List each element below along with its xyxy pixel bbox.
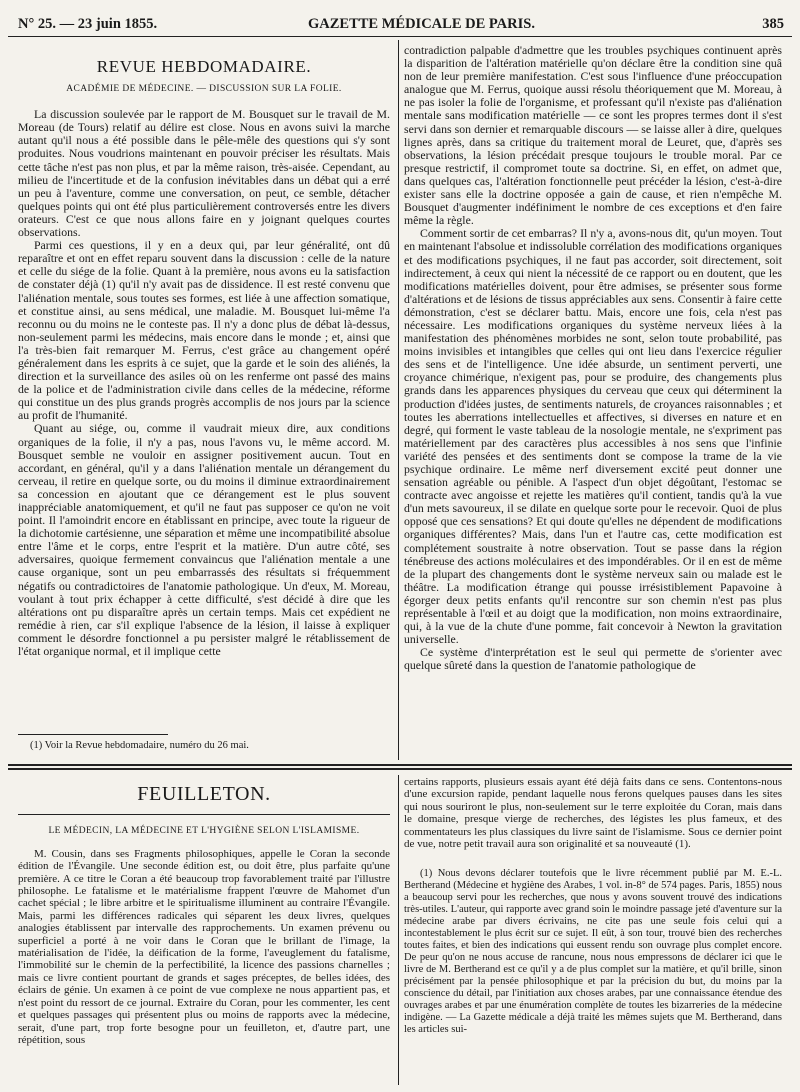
column-divider-bottom (398, 775, 399, 1085)
feuilleton-separator-2 (8, 768, 792, 770)
revue-paragraph-2: Parmi ces questions, il y en a deux qui, par leur généralité, ont dû reparaître et ont en effet reparu souvent dans la discussion : celle de la nature et celle du siége de la folie. Quant à la première, nous avons eu la satisfaction de constater déjà (1) qu'il n'y avait pas de dissidence. Il est resté convenu que l'aliénation mentale, sous toutes ses formes, est liée à une affection somatique, et constitue ainsi, au sens médical, une maladie. M. Bousquet lui-même l'a reconnu ou du moins ne le conteste pas. Il n'y a donc plus de débat là-dessus, non-seulement parmi les médecins, mais encore dans le monde ; et, ainsi que l'a très-bien fait remarquer M. Ferrus, c'est grâce au changement opéré généralement dans les esprits à ce sujet, que la garde et le soin des aliénés, la direction et la surveillance des asiles où on les renferme ont passé des mains de la police et de l'administration civile dans celles de la médecine, réforme qui constitue un des plus grands progrès accomplis de nos jours par la science au profit de l'humanité. (18, 238, 390, 423)
revue-subtitle: ACADÉMIE DE MÉDECINE. — DISCUSSION SUR LA FOLIE. (66, 84, 342, 95)
revue-footnote: (1) Voir la Revue hebdomadaire, numéro du 26 mai. (30, 740, 249, 751)
feuilleton-paragraph-1: M. Cousin, dans ses Fragments philosophiques, appelle le Coran la seconde édition de l'Évangile. Une seconde édition est, ou doit être, plus parfaite qu'une première. A ce titre le Coran a été beaucoup trop favorablement traité par l'illustre philosophe. Le fatalisme et le matérialisme frappent l'œuvre de Mahomet d'un cachet spécial ; le libre arbitre et le spiritualisme illuminent au contraire l'Évangile. Mais, parmi les différences radicales qui séparent les deux livres, quelques analogies établissent par intervalle des rapprochements. Un examen prévenu ou superficiel a porté à ne voir dans le Coran que le brillant de l'image, la matérialisation de l'idée, la déification de la forme, l'aveuglement du fatalisme, l'immobilité sur le chemin de la perfectibilité, la licence des passions charnelles ; mais ce livre contient pourtant de grands et sages préceptes, de belles idées, des éclairs de génie. Un examen à ce point de vue complexe ne nous appartient pas, et n'est point du ressort de ce journal. Extraire du Coran, pour les commenter, les cent et quelques passages qui présentent plus ou moins de rapports avec la médecine, serait, d'une part, trop forte besogne pour un feuilleton, et, d'autre part, une répétition, sous (18, 847, 390, 1046)
issue-date: N° 25. — 23 juin 1855. (18, 16, 158, 32)
revue-right-paragraph-2: Comment sortir de cet embarras? Il n'y a, avons-nous dit, qu'un moyen. Tout en maintenant l'absolue et indissoluble corrélation des modifications organiques et des modifications psychiques, il ne faut pas accorder, soit directement, soit indirectement, à ceux qui nient la nécessité de ce rapport ou en doutent, que les modifications matérielles doivent, pour être admises, se présenter sous forme d'altérations et de lésions de tissus appréciables aux sens. Consentir à faire cette démonstration, c'est se déclarer battu. Mais, encore une fois, cela n'est pas nécessaire. Les modifications organiques du système nerveux liées à la manifestation des phénomènes morbides ne sont, selon toute probabilité, pas moins invisibles et intangibles que celles qui ont lieu dans l'exercice régulier des sens et de l'intelligence. Une idée absurde, un sentiment perverti, une croyance chimérique, n'exigent pas, pour se produire, des changements plus grands dans les apparences physiques du cerveau que ceux qui déterminent la production d'idées justes, de sentiments naturels, de croyances raisonnables ; et toutes les aberrations intellectuelles et affectives, si diverses en nature et en degré, qui forment le vaste tableau de la nosologie mentale, ne s'expriment pas matériellement par des caractères plus accessibles à nos sens que l'infinie variété des pensées et des sentiments dont se compose la trame de la vie psychique ordinaire. Le même nerf diversement excité peut donner une sensation agréable ou pénible. A l'aspect d'un objet dégoûtant, l'estomac se contracte avec angoisse et rejette les matières qu'il contient, tandis qu'à la vue d'un mets savoureux, il se dilate en quelque sorte pour le recevoir. Quoi de plus opposé que ces sensations? Et qui doute qu'elles ne dépendent de modifications organiques différentes? Mais, dans l'un et l'autre cas, cette modification est complétement soustraite à notre observation. Tout se passe dans la région ténébreuse des actions moléculaires et des impondérables. Or il en est de même de la plupart des changements dont le système nerveux sain ou malade est le théâtre. La modification étrange qui pousse irrésistiblement Papavoine à égorger deux petits enfants qu'il rencontre sur son chemin n'est pas plus représentable à l'œil et au doigt que la modification, non moins extraordinaire, qui, à la vue de la chute d'une pomme, fait concevoir à Newton la gravitation universelle. (404, 226, 782, 647)
revue-footnote-area (30, 740, 390, 756)
page-number: 385 (762, 16, 784, 32)
feuilleton-separator (8, 764, 792, 766)
revue-left-column (18, 44, 390, 734)
page-header (8, 10, 792, 37)
feuilleton-right-column (404, 776, 782, 1086)
feuilleton-left-column (18, 772, 390, 1086)
revue-right-paragraph-1: contradiction palpable d'admettre que les troubles psychiques continuent après la disparition de l'altération matérielle qu'on déclare être la condition sine quâ non de leur première manifestation. C'est sous l'influence d'une préoccupation analogue que M. Ferrus, quoique aussi résolu théoriquement que M. Moreau, à ne pas isoler la folie de l'organisme, et professant qu'il n'existe pas d'aliénation mentale sans modification matérielle — ce sont les propres termes dont il s'est servi dans son dernier et remarquable discours — se laisse aller à dire, quelques lignes après, dans sa critique du traitement moral de Leuret, que, d'après ses observations, la lésion précédait presque toujours le trouble moral. Par ce presque restrictif, il compromet toute sa doctrine. Si, en effet, on admet que, dans quelques cas, l'altération fonctionnelle peut précéder la lésion, c'est-à-dire exister sans elle la doctrine opposée a gain de cause, et rien n'empêche M. Bousquet d'augmenter indéfiniment le nombre de ces exceptions et d'en faire même la règle. (404, 44, 782, 228)
feuilleton-footnote: (1) Nous devons déclarer toutefois que le livre récemment publié par M. E.-L. Bertherand (Médecine et hygiène des Arabes, 1 vol. in-8° de 574 pages. Paris, 1855) nous a beaucoup servi pour les recherches, que nous y avons souvent trouvé des indications très-utiles. L'auteur, qui rapporte avec grand soin le moindre passage jeté d'aventure sur la médecine arabe par divers écrivains, ne cite pas une seule fois celui qui a incontestablement le plus écrit sur ce sujet. Il eût, à son tour, trouvé bien des recherches toutes faites, et bien des indications qui eussent rendu son ouvrage plus complet encore. De peur qu'on ne nous accuse de rancune, nous nous empressons de déclarer ici que le livre de M. Bertherand est ce qu'il y a de plus complet sur la matière, et qu'il brille, sinon précisément par la pensée philosophique et par la précision du but, du moins par la conscience du détail, par l'initiation aux choses arabes, par une connaissance étendue des ouvrages arabes et par une énumération complète de toutes les bizarreries de la médecine indigène. — La Gazette médicale a déjà traité les mêmes sujets que M. Bertherand, dans les articles sui- (404, 868, 782, 1036)
revue-paragraph-3: Quant au siége, ou, comme il vaudrait mieux dire, aux conditions organiques de la folie, il n'y a pas, nous l'avons vu, le même accord. M. Bousquet semble ne vouloir en assigner positivement aucun. Tout en accordant, en général, qu'il y a dans l'aliénation mentale un dérangement du cerveau, il retire en quelque sorte, ou du moins il diminue extraordinairement sa concession en ajoutant que ce dérangement est le plus souvent inappréciable anatomiquement, et qu'il ne faut pas supposer ce qu'on ne voit point. Il l'amoindrit encore en établissant en principe, avec toute la rigueur de la dichotomie cartésienne, une séparation et même une incompatibilité absolue entre l'âme et le corps, entre l'esprit et la matière. D'un autre côté, ses adversaires, quoique fermement convaincus que l'aliénation mentale a une cause organique, sont un peu embarrassés des résultats si fréquemment négatifs ou contradictoires de l'anatomie pathologique. Un d'eux, M. Moreau, voulant à tout prix échapper à cette difficulté, s'est décidé à dire que les altérations ont pu disparaître après un certain temps. Mais cet expédient ne remédie à rien, car s'il explique l'absence de la lésion, il laisse à expliquer comment le désordre fonctionnel a pu persister malgré le rétablissement de l'état organique normal, et il implique cette (18, 421, 390, 659)
feuilleton-title: FEUILLETON. (137, 783, 271, 805)
revue-right-paragraph-3: Ce système d'interprétation est le seul qui permette de s'orienter avec quelque sûreté dans la question de l'anatomie pathologique de (404, 645, 782, 673)
feuilleton-subtitle: LE MÉDECIN, LA MÉDECINE ET L'HYGIÈNE SELON L'ISLAMISME. (18, 814, 390, 837)
feuilleton-right-paragraph-1: certains rapports, plusieurs essais ayant été déjà faits dans ce sens. Contentons-nous d'une excursion rapide, pendant laquelle nous ferons quelques pauses dans les sites qui nous souriront le plus, non-seulement sur le terre exploitée du Coran, mais dans le domaine, presque vierge de recherches, des légistes les plus fameux, et des commentateurs les plus classiques du livre saint de l'islamisme. Sous ce dernier point de vue, notre petit travail aura son originalité et sa nouveauté (1). (404, 776, 782, 851)
revue-paragraph-1: La discussion soulevée par le rapport de M. Bousquet sur le travail de M. Moreau (de Tours) relatif au délire est close. Nous en avons suivi la marche autant qu'il nous a été possible dans le pêle-mêle des questions qui s'y sont produites. Nous voudrions maintenant en pouvoir préciser les résultats. Mais cette tâche n'est pas non plus, et par la même raison, très-aisée. Cependant, au milieu de l'incertitude et de la confusion inévitables dans un débat qui a erré un peu à l'aventure, comme une conversation, on peut, ce semble, détacher quelques points qui ont été plus particulièrement controversés entre les divers orateurs. C'est ce que nous allons faire en y joignant quelques courtes observations. (18, 107, 390, 240)
revue-right-column (404, 44, 782, 756)
footnote-rule (18, 734, 168, 735)
feuilleton-footnote-rule (404, 850, 782, 868)
revue-title: REVUE HEBDOMADAIRE. (96, 57, 312, 76)
column-divider-top (398, 40, 399, 760)
journal-title: GAZETTE MÉDICALE DE PARIS. (308, 16, 535, 32)
